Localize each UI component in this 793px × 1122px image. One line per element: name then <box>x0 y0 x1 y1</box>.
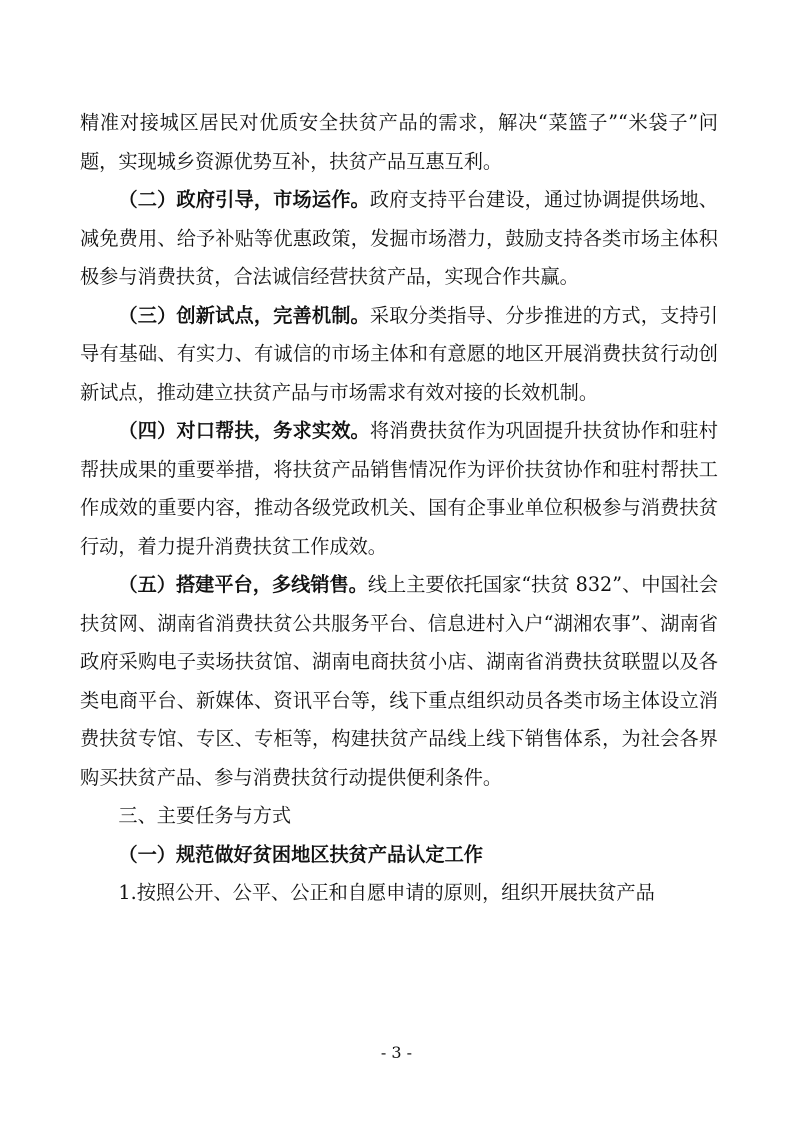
paragraph-paired-assistance <box>80 412 718 566</box>
paragraph-text: 将消费扶贫作为巩固提升扶贫协作和驻村帮扶成果的重要举措，将扶贫产品销售情况作为评价扶贫协作和驻村帮扶工作成效的重要内容，推动各级党政机关、国有企事业单位积极参与消费扶贫行动，着力提升消费扶贫工作成效。 <box>80 419 718 558</box>
paragraph-text: 政府支持平台建设，通过协调提供场地、减免费用、给予补贴等优惠政策，发掘市场潜力，鼓励支持各类市场主体积极参与消费扶贫，合法诚信经营扶贫产品，实现合作共赢。 <box>80 188 718 288</box>
paragraph-lead: （二）政府引导，市场运作。 <box>118 188 370 211</box>
paragraph-last: 1.按照公开、公平、公正和自愿申请的原则，组织开展扶贫产品 <box>118 881 655 904</box>
paragraph-text: 采取分类指导、分步推进的方式，支持引导有基础、有实力、有诚信的市场主体和有意愿的地区开展消费扶贫行动创新试点，推动建立扶贫产品与市场需求有效对接的长效机制。 <box>80 303 718 404</box>
paragraph-continued <box>80 104 718 181</box>
paragraph-platform-sales <box>80 566 718 797</box>
paragraph-lead: （四）对口帮扶，务求实效。 <box>118 419 370 442</box>
subsection-title: （一）规范做好贫困地区扶贫产品认定工作 <box>118 842 483 866</box>
paragraph-innovation-pilot <box>80 297 718 413</box>
page-number: - 3 - <box>380 1043 413 1062</box>
paragraph-lead: （五）搭建平台，多线销售。 <box>118 573 368 596</box>
paragraph-text: 线上主要依托国家“扶贫 832”、中国社会扶贫网、湖南省消费扶贫公共服务平台、信息进村入户“湖湘农事”、湖南省政府采购电子卖场扶贫馆、湖南电商扶贫小店、湖南省消费扶贫联盟以及各类电商平台、新媒体、资讯平台等，线下重点组织动员各类市场主体设立消费扶贫专馆、专区、专柜等，构建扶贫产品线上线下销售体系，为社会各界购买扶贫产品、参与消费扶贫行动提供便利条件。 <box>80 573 719 789</box>
section-title: 三、主要任务与方式 <box>118 804 292 827</box>
paragraph-text: 精准对接城区居民对优质安全扶贫产品的需求，解决“菜篮子”“米袋子”问题，实现城乡资源优势互补，扶贫产品互惠互利。 <box>80 111 718 173</box>
document-body <box>80 104 718 913</box>
paragraph-government-guidance <box>80 181 718 297</box>
paragraph-lead: （三）创新试点，完善机制。 <box>118 303 370 327</box>
